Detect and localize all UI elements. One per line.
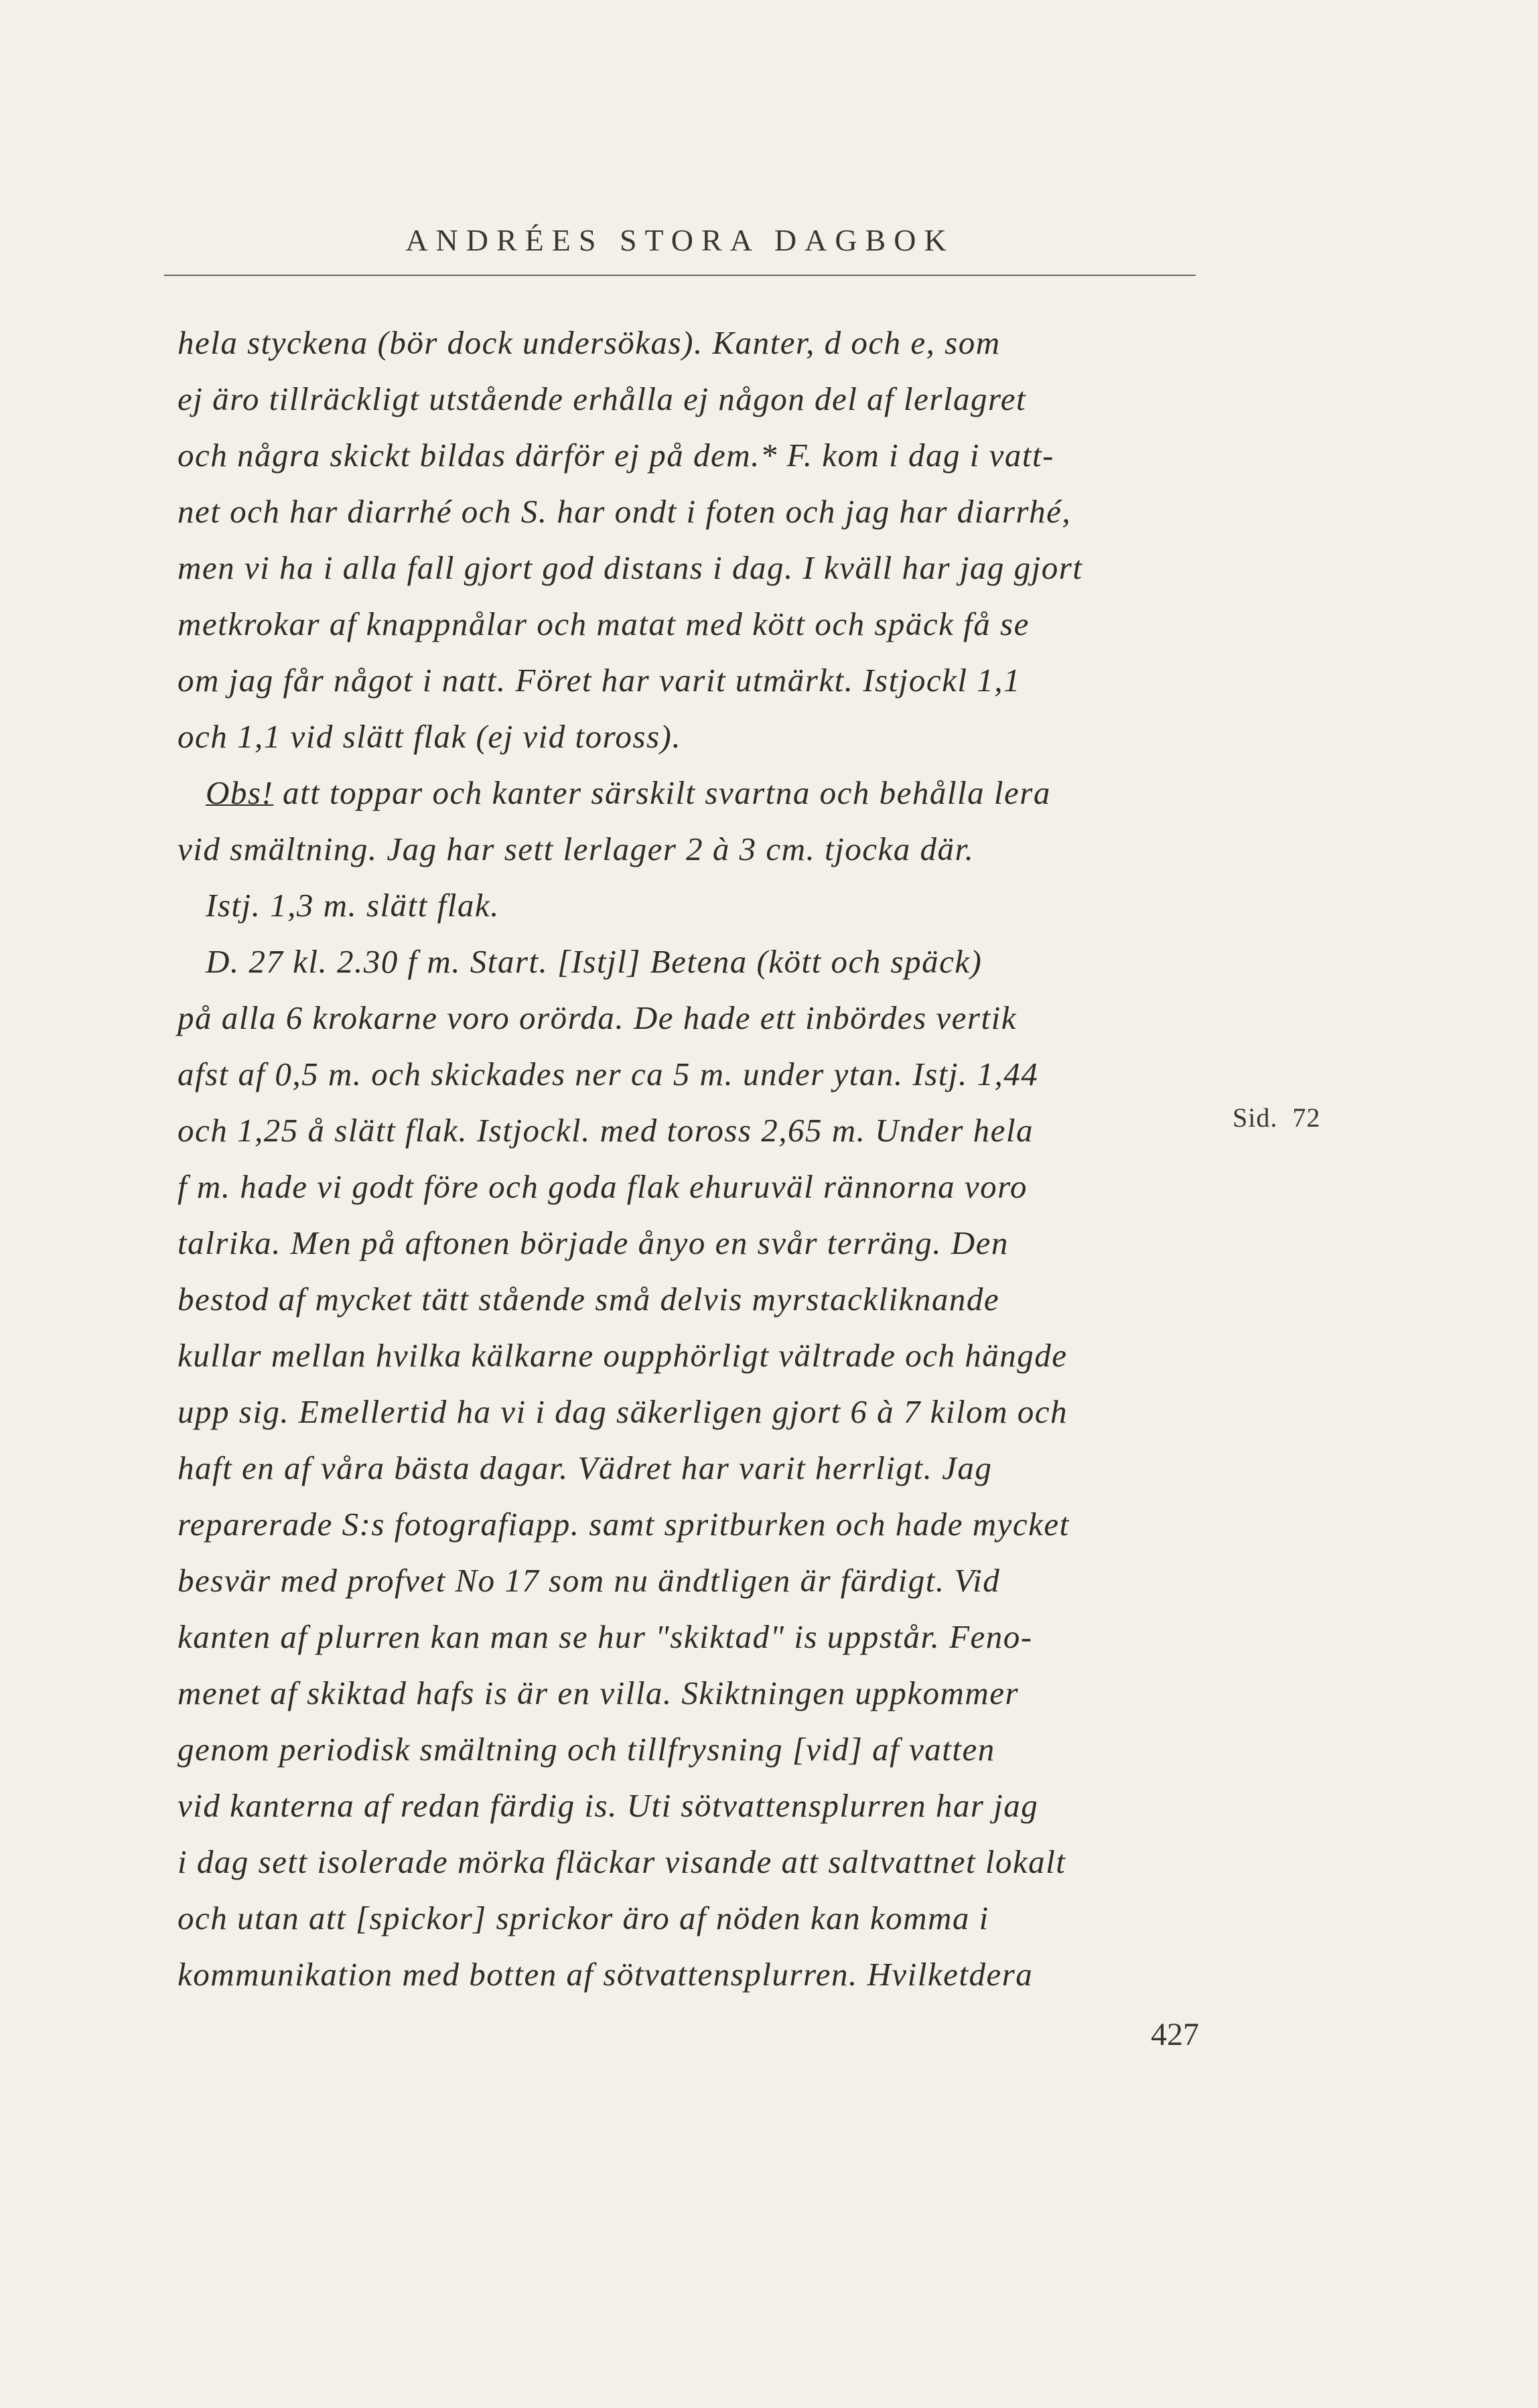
- text-line: bestod af mycket tätt stående små delvis myrstackliknande: [178, 1281, 1000, 1318]
- margin-note-label: Sid.: [1233, 1103, 1278, 1133]
- body-text: [178, 315, 1222, 2003]
- text-line: kanten af plurren kan man se hur "skiktad" is uppstår. Feno-: [178, 1618, 1033, 1655]
- text-line: genom periodisk smältning och tillfrysning [vid] af vatten: [178, 1731, 995, 1768]
- text-line-obs: [178, 765, 1222, 821]
- text-line: om jag får något i natt. Föret har varit utmärkt. Istjockl 1,1: [178, 662, 1021, 699]
- text-line: reparerade S:s fotografiapp. samt spritburken och hade mycket: [178, 1506, 1070, 1543]
- text-line: hela styckena (bör dock undersökas). Kanter, d och e, som: [178, 324, 1001, 361]
- text-line: att toppar och kanter särskilt svartna och behålla lera: [283, 774, 1051, 811]
- text-line: afst af 0,5 m. och skickades ner ca 5 m. under ytan. Istj. 1,44: [178, 1056, 1039, 1092]
- page-number: 427: [1151, 2017, 1199, 2052]
- text-line: och utan att [spickor] sprickor äro af nöden kan komma i: [178, 1900, 989, 1936]
- text-line: besvär med profvet No 17 som nu ändtligen är färdigt. Vid: [178, 1562, 1001, 1599]
- header-rule: [164, 275, 1196, 276]
- text-line: D. 27 kl. 2.30 f m. Start. [Istjl] Betena (kött och späck): [206, 943, 983, 980]
- text-line: kullar mellan hvilka kälkarne oupphörligt vältrade och hängde: [178, 1337, 1068, 1374]
- text-line: vid kanterna af redan färdig is. Uti sötvattensplurren har jag: [178, 1787, 1039, 1824]
- text-line: och 1,25 å slätt flak. Istjockl. med toross 2,65 m. Under hela: [178, 1112, 1034, 1149]
- running-head: ANDRÉES STORA DAGBOK: [405, 223, 955, 257]
- text-line: ej äro tillräckligt utstående erhålla ej någon del af lerlagret: [178, 380, 1027, 417]
- text-line: Istj. 1,3 m. slätt flak.: [206, 887, 500, 924]
- text-line: net och har diarrhé och S. har ondt i foten och jag har diarrhé,: [178, 493, 1072, 530]
- text-line: upp sig. Emellertid ha vi i dag säkerligen gjort 6 à 7 kilom och: [178, 1393, 1068, 1430]
- text-line: menet af skiktad hafs is är en villa. Skiktningen uppkommer: [178, 1675, 1020, 1711]
- text-line: men vi ha i alla fall gjort god distans i dag. I kväll har jag gjort: [178, 549, 1083, 586]
- text-line: kommunikation med botten af sötvattensplurren. Hvilketdera: [178, 1956, 1034, 1993]
- text-line: metkrokar af knappnålar och matat med kött och späck få se: [178, 606, 1030, 642]
- text-line: i dag sett isolerade mörka fläckar visande att saltvattnet lokalt: [178, 1843, 1066, 1880]
- text-line: f m. hade vi godt före och goda flak ehuruväl rännorna voro: [178, 1168, 1028, 1205]
- text-line: haft en af våra bästa dagar. Vädret har varit herrligt. Jag: [178, 1449, 993, 1486]
- margin-note-number: 72: [1292, 1103, 1321, 1133]
- margin-note: [1233, 1102, 1320, 1133]
- text-line: vid smältning. Jag har sett lerlager 2 à 3 cm. tjocka där.: [178, 831, 975, 867]
- obs-label: Obs!: [206, 774, 274, 811]
- text-line: på alla 6 krokarne voro orörda. De hade ett inbördes vertik: [178, 999, 1017, 1036]
- text-line: talrika. Men på aftonen började ånyo en svår terräng. Den: [178, 1224, 1009, 1261]
- text-line: och 1,1 vid slätt flak (ej vid toross).: [178, 718, 682, 755]
- text-line: och några skickt bildas därför ej på dem.* F. kom i dag i vatt-: [178, 437, 1054, 474]
